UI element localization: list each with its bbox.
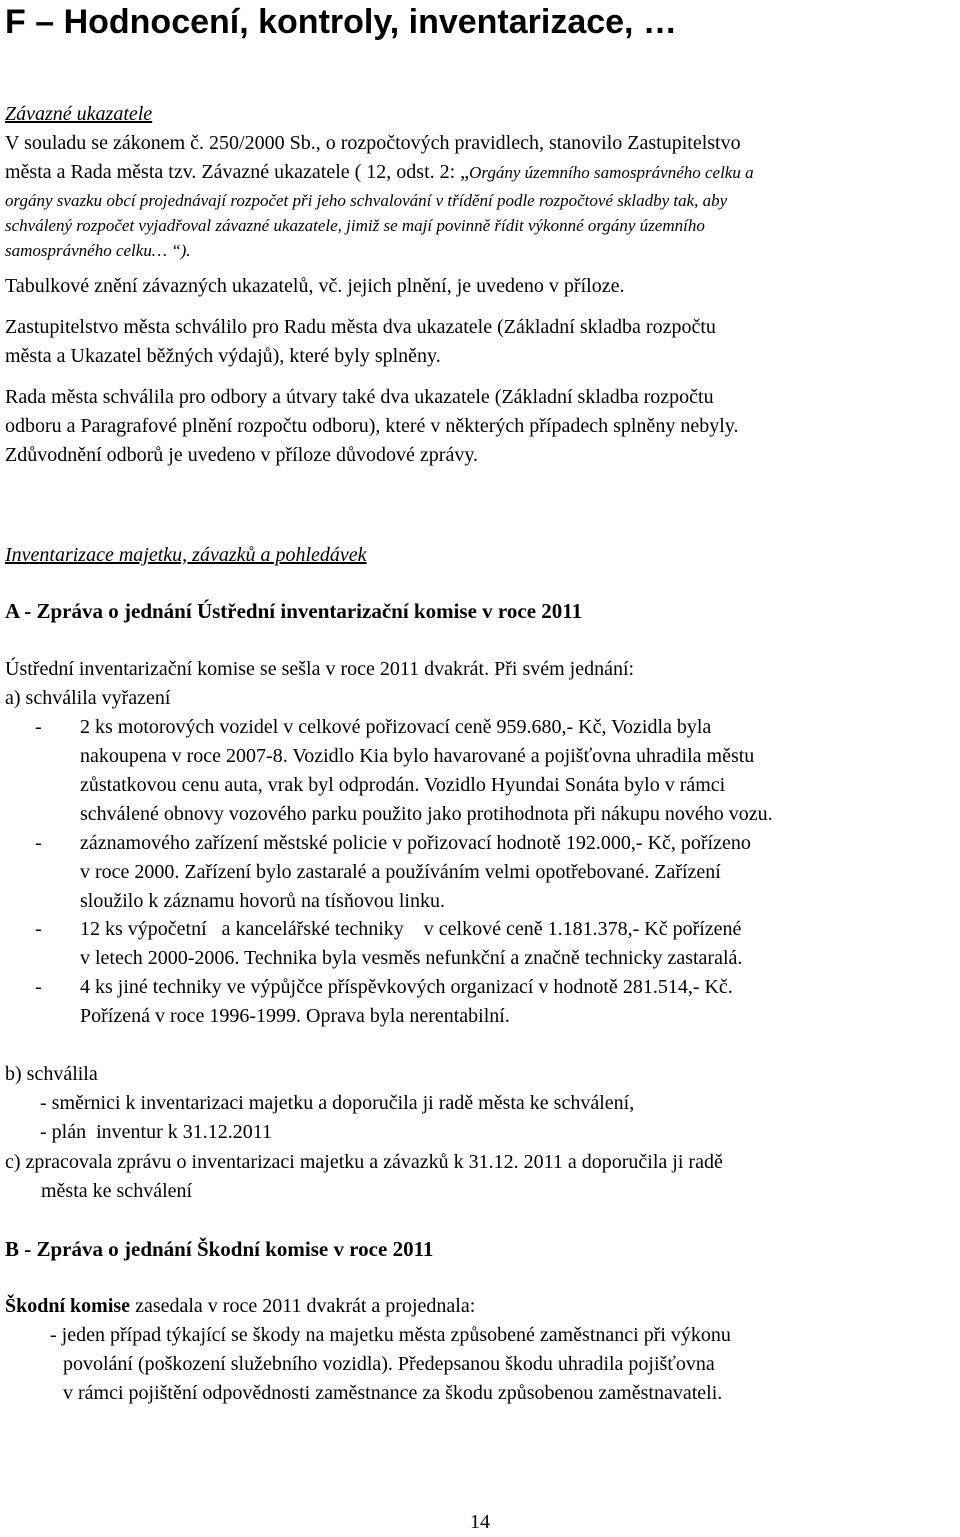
dash: - xyxy=(35,832,42,854)
skodni-intro xyxy=(5,1292,955,1321)
zavazne-quote-line-2: orgány svazku obcí projednávají rozpočet při jeho schvalování v třídění podle rozpočtové skladby tak, aby xyxy=(5,191,728,210)
item-line: nakoupena v roce 2007-8. Vozidlo Kia bylo havarované a pojišťovna uhradila městu xyxy=(80,745,755,767)
dash: - xyxy=(35,976,42,998)
zastupitelstvo-line-1: Zastupitelstvo města schválilo pro Radu města dva ukazatele (Základní skladba rozpočtu xyxy=(5,316,716,338)
b-item-2: - plán inventur k 31.12.2011 xyxy=(40,1121,273,1143)
section-title: F – Hodnocení, kontroly, inventarizace, … xyxy=(5,3,677,41)
skodni-line-1: - jeden případ týkající se škody na majetku města způsobené zaměstnanci při výkonu xyxy=(50,1324,731,1346)
zavazne-heading: Závazné ukazatele xyxy=(5,103,153,125)
tabulkove-zneni: Tabulkové znění závazných ukazatelů, vč. jejich plnění, je uvedeno v příloze. xyxy=(5,275,625,297)
page-number: 14 xyxy=(470,1511,490,1533)
item-line: záznamového zařízení městské policie v pořizovací hodnotě 192.000,- Kč, pořízeno xyxy=(80,832,751,854)
item-line: schválené obnovy vozového parku použito jako protihodnota při nákupu nového vozu. xyxy=(80,803,773,825)
zavazne-line-2-prefix: města a Rada města tzv. Závazné ukazatele ( 12, odst. 2: „ xyxy=(5,161,470,183)
skodni-line-3: v rámci pojištění odpovědnosti zaměstnance za škodu způsobenou zaměstnavateli. xyxy=(63,1382,723,1404)
a-label: a) schválila vyřazení xyxy=(5,687,171,709)
rada-line-1: Rada města schválila pro odbory a útvary také dva ukazatele (Základní skladba rozpočtu xyxy=(5,386,714,408)
b-item-1: - směrnici k inventarizaci majetku a doporučila ji radě města ke schválení, xyxy=(40,1092,635,1114)
skodni-rest: zasedala v roce 2011 dvakrát a projednala: xyxy=(130,1295,476,1317)
item-line: zůstatkovou cenu auta, vrak byl odprodán. Vozidlo Hyundai Sonáta bylo v rámci xyxy=(80,774,726,796)
item-line: sloužilo k záznamu hovorů na tísňovou linku. xyxy=(80,890,445,912)
b-label: b) schválila xyxy=(5,1063,98,1085)
item-line: v letech 2000-2006. Technika byla vesměs nefunkční a značně technicky zastaralá. xyxy=(80,947,743,969)
item-line: Pořízená v roce 1996-1999. Oprava byla nerentabilní. xyxy=(80,1005,510,1027)
zavazne-quote-line-4: samosprávného celku… “). xyxy=(5,241,191,260)
section-b-heading: B - Zpráva o jednání Škodní komise v roce 2011 xyxy=(5,1237,434,1261)
zavazne-quote-part-1: Orgány územního samosprávného celku a xyxy=(469,163,754,182)
zavazne-line-2 xyxy=(5,158,955,187)
skodni-bold: Škodní komise xyxy=(5,1295,131,1317)
c-line-1: c) zpracovala zprávu o inventarizaci majetku a závazků k 31.12. 2011 a doporučila ji radě xyxy=(5,1151,723,1173)
item-line: 2 ks motorových vozidel v celkové pořizovací ceně 959.680,- Kč, Vozidla byla xyxy=(80,716,712,738)
zavazne-line-1: V souladu se zákonem č. 250/2000 Sb., o rozpočtových pravidlech, stanovilo Zastupitelstvo xyxy=(5,132,741,154)
inventarizace-intro: Ústřední inventarizační komise se sešla v roce 2011 dvakrát. Při svém jednání: xyxy=(5,658,635,680)
skodni-line-2: povolání (poškození služebního vozidla). Předepsanou škodu uhradila pojišťovna xyxy=(63,1353,715,1375)
item-line: 4 ks jiné techniky ve výpůjčce příspěvkových organizací v hodnotě 281.514,- Kč. xyxy=(80,976,733,998)
dash: - xyxy=(35,716,42,738)
dash: - xyxy=(35,918,42,940)
rada-line-2: odboru a Paragrafové plnění rozpočtu odboru), které v některých případech splněny nebyly. xyxy=(5,415,739,437)
item-line: 12 ks výpočetní a kancelářské techniky v celkové ceně 1.181.378,- Kč pořízené xyxy=(80,918,742,940)
zavazne-quote-line-3: schválený rozpočet vyjadřoval závazné ukazatele, jimiž se mají povinně řídit výkonné orgány územního xyxy=(5,216,705,235)
rada-line-3: Zdůvodnění odborů je uvedeno v příloze důvodové zprávy. xyxy=(5,444,479,466)
inventarizace-heading: Inventarizace majetku, závazků a pohledávek xyxy=(5,544,367,566)
c-line-2: města ke schválení xyxy=(41,1180,193,1202)
item-line: v roce 2000. Zařízení bylo zastaralé a používáním velmi opotřebované. Zařízení xyxy=(80,861,721,883)
zastupitelstvo-line-2: města a Ukazatel běžných výdajů), které byly splněny. xyxy=(5,345,441,367)
section-a-heading: A - Zpráva o jednání Ústřední inventarizační komise v roce 2011 xyxy=(5,599,583,623)
